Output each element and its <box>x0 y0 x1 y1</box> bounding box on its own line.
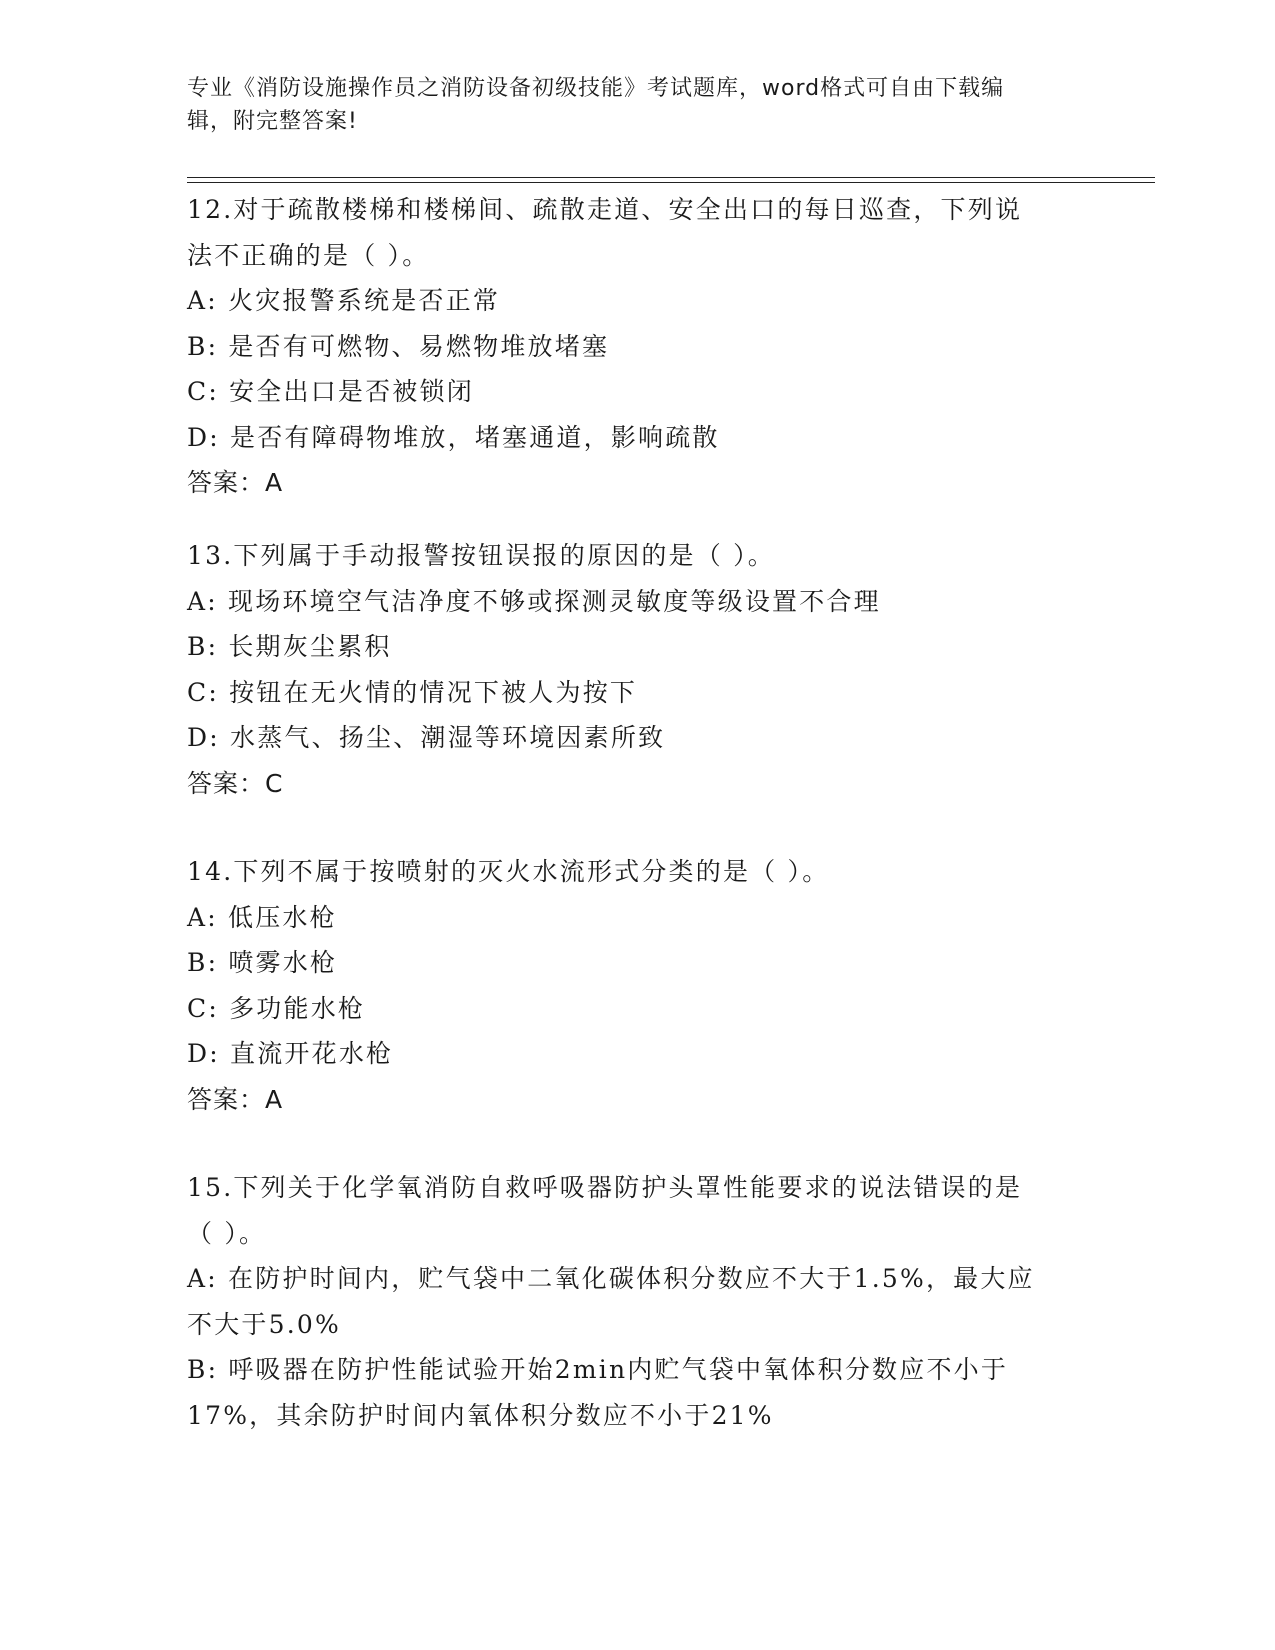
question-stem: （ ）。 <box>187 1218 267 1248</box>
option-c: C: 安全出口是否被锁闭 <box>187 377 474 406</box>
option-d: D: 水蒸气、扬尘、潮湿等环境因素所致 <box>187 723 666 752</box>
option-b: B: 喷雾水枪 <box>187 948 338 977</box>
option-b-continued: 17%，其余防护时间内氧体积分数应不小于21% <box>187 1400 774 1430</box>
option-c: C: 多功能水枪 <box>187 993 366 1023</box>
answer: 答案：C <box>187 768 284 798</box>
header-divider-bottom <box>187 182 1155 183</box>
question-13 <box>187 533 1087 806</box>
option-d: D: 直流开花水枪 <box>187 1039 394 1068</box>
option-a-continued: 不大于5.0% <box>187 1309 341 1339</box>
option-b: B: 呼吸器在防护性能试验开始2min内贮气袋中氧体积分数应不小于 <box>187 1355 1009 1384</box>
option-d: D: 是否有障碍物堆放，堵塞通道，影响疏散 <box>187 422 720 452</box>
option-b: B: 是否有可燃物、易燃物堆放堵塞 <box>187 331 610 361</box>
question-12 <box>187 187 1087 506</box>
answer: 答案：A <box>187 1084 284 1114</box>
answer: 答案：A <box>187 468 284 497</box>
document-header <box>187 72 1087 138</box>
question-14 <box>187 849 1087 1122</box>
question-15 <box>187 1165 1087 1438</box>
question-stem: 15.下列关于化学氧消防自救呼吸器防护头罩性能要求的说法错误的是 <box>187 1173 1023 1202</box>
header-line-2: 辑，附完整答案! <box>187 109 358 134</box>
question-stem: 13.下列属于手动报警按钮误报的原因的是（ ）。 <box>187 541 776 570</box>
question-stem: 法不正确的是（ ）。 <box>187 240 430 270</box>
option-a: A: 火灾报警系统是否正常 <box>187 286 501 315</box>
option-b: B: 长期灰尘累积 <box>187 632 392 661</box>
header-line-1: 专业《消防设施操作员之消防设备初级技能》考试题库，word格式可自由下载编 <box>187 76 1005 101</box>
option-c: C: 按钮在无火情的情况下被人为按下 <box>187 677 638 707</box>
header-divider-top <box>187 177 1155 178</box>
option-a: A: 现场环境空气洁净度不够或探测灵敏度等级设置不合理 <box>187 586 881 616</box>
option-a: A: 低压水枪 <box>187 902 337 932</box>
option-a: A: 在防护时间内，贮气袋中二氧化碳体积分数应不大于1.5%，最大应 <box>187 1264 1035 1293</box>
question-stem: 12.对于疏散楼梯和楼梯间、疏散走道、安全出口的每日巡查，下列说 <box>187 195 1023 224</box>
question-stem: 14.下列不属于按喷射的灭火水流形式分类的是（ ）。 <box>187 857 830 886</box>
